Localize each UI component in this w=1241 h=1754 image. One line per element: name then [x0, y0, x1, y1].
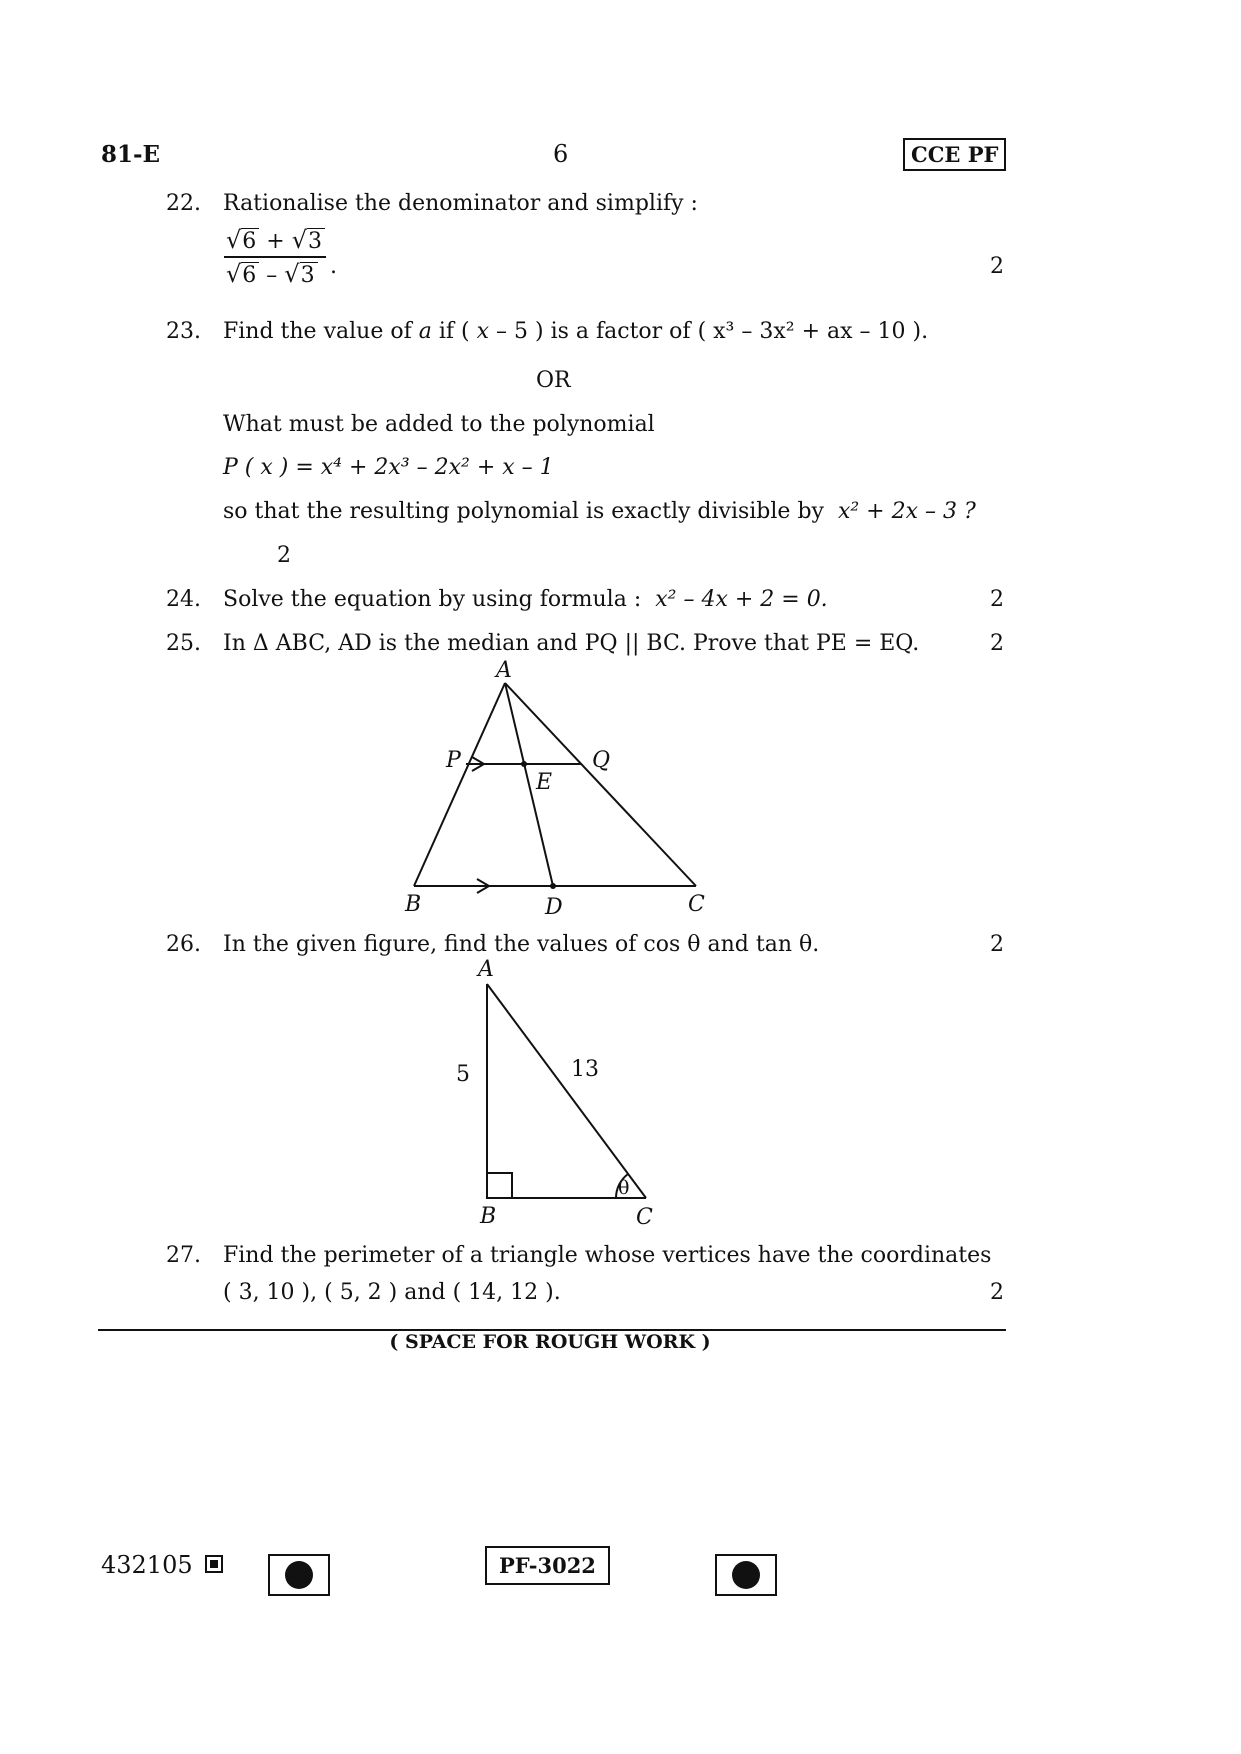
alignment-mark-right-icon: [715, 1554, 777, 1596]
question-23-number: 23.: [166, 319, 201, 344]
fraction-period: .: [330, 254, 337, 279]
question-23-alt-polynomial: P ( x ) = x⁴ + 2x³ – 2x² + x – 1: [223, 455, 554, 480]
side-ac: [505, 683, 696, 886]
question-23-alt-line1: What must be added to the polynomial: [223, 412, 655, 437]
rough-work-label: ( SPACE FOR ROUGH WORK ): [389, 1331, 711, 1353]
page-number: 6: [553, 140, 569, 168]
question-23-marks: 2: [277, 543, 291, 568]
label-e: E: [536, 770, 553, 795]
right-triangle-figure: [487, 984, 646, 1198]
question-24-number: 24.: [166, 587, 201, 612]
question-25-marks: 2: [990, 631, 1004, 656]
label-c: C: [636, 1205, 653, 1230]
question-27-marks: 2: [990, 1280, 1004, 1305]
point-d: [550, 883, 556, 889]
alignment-mark-left-icon: [268, 1554, 330, 1596]
label-a: A: [496, 658, 512, 683]
label-b: B: [480, 1204, 497, 1229]
question-23-text: Find the value of a if ( x – 5 ) is a factor of ( x³ – 3x² + ax – 10 ).: [223, 319, 929, 344]
label-a: A: [478, 957, 494, 982]
question-22-marks: 2: [990, 254, 1004, 279]
question-26-marks: 2: [990, 932, 1004, 957]
triangle-abc-figure: [414, 683, 696, 893]
label-d: D: [545, 895, 563, 920]
question-24-marks: 2: [990, 587, 1004, 612]
fraction-denominator: √6 – √3: [224, 260, 327, 288]
question-23-polynomial: ( x³ – 3x² + ax – 10 ).: [697, 319, 929, 344]
footer-square-icon: [205, 1555, 223, 1573]
paper-type-box: CCE PF: [903, 138, 1006, 171]
label-b: B: [405, 892, 422, 917]
question-27-line2: ( 3, 10 ), ( 5, 2 ) and ( 14, 12 ).: [223, 1280, 561, 1305]
label-side-ab: 5: [456, 1062, 470, 1087]
question-23-alt-line3: so that the resulting polynomial is exactly divisible by x² + 2x – 3 ?: [223, 499, 976, 524]
question-27-line1: Find the perimeter of a triangle whose vertices have the coordinates: [223, 1243, 992, 1268]
question-22-text: Rationalise the denominator and simplify :: [223, 191, 698, 216]
or-label: OR: [536, 368, 571, 393]
question-27-number: 27.: [166, 1243, 201, 1268]
label-side-ac: 13: [571, 1057, 599, 1082]
point-e: [521, 761, 527, 767]
fraction-numerator: √6 + √3: [224, 226, 327, 254]
question-22-number: 22.: [166, 191, 201, 216]
label-theta: θ: [618, 1177, 630, 1199]
side-ab: [414, 683, 505, 886]
question-24-text: Solve the equation by using formula : x² – 4x + 2 = 0.: [223, 587, 828, 612]
question-23-divisor: x² + 2x – 3 ?: [837, 499, 976, 524]
question-26-text: In the given figure, find the values of cos θ and tan θ.: [223, 932, 820, 957]
footer-code: 432105: [101, 1551, 193, 1579]
footer-paper-code: PF-3022: [485, 1546, 610, 1585]
label-p: P: [446, 748, 461, 773]
label-c: C: [688, 892, 705, 917]
label-q: Q: [592, 748, 611, 773]
question-25-text: In Δ ABC, AD is the median and PQ || BC. Prove that PE = EQ.: [223, 631, 920, 656]
question-25-number: 25.: [166, 631, 201, 656]
question-26-number: 26.: [166, 932, 201, 957]
question-24-equation: x² – 4x + 2 = 0.: [655, 587, 828, 612]
paper-code: 81-E: [101, 141, 161, 168]
right-angle-mark: [487, 1173, 512, 1198]
side-ac: [487, 984, 646, 1198]
